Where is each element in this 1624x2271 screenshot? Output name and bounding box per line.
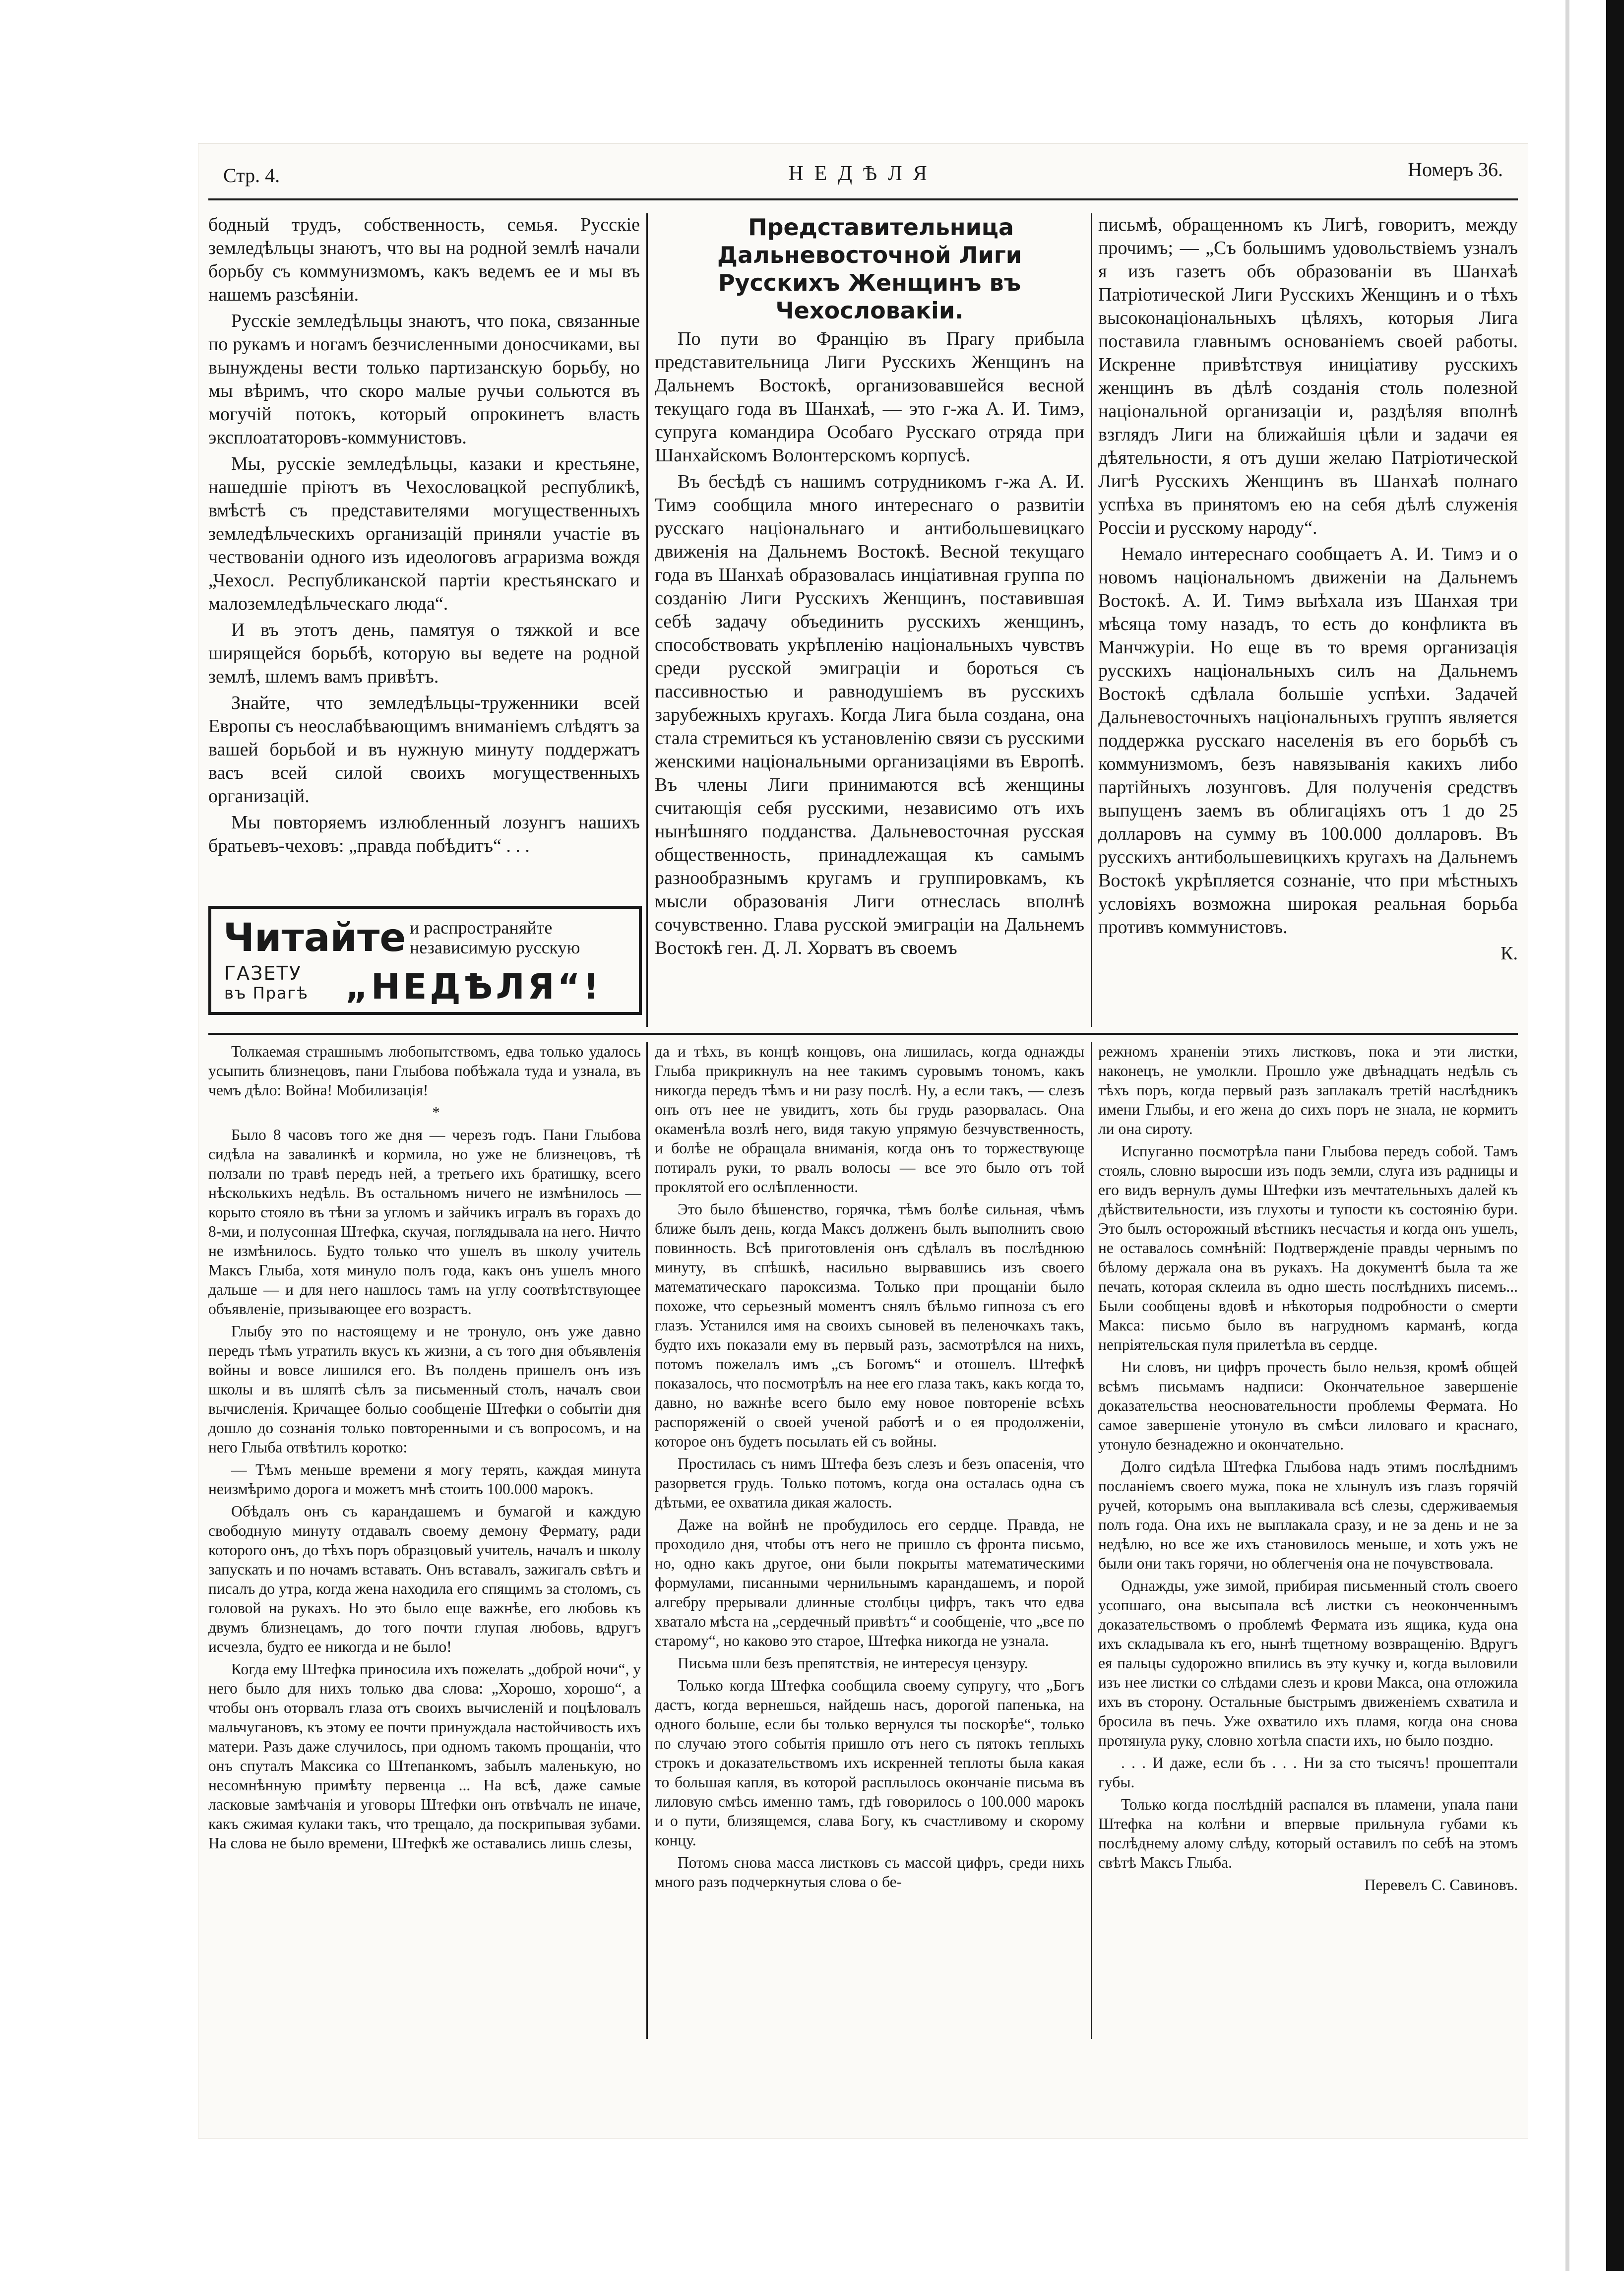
page-number: Стр. 4. bbox=[223, 164, 280, 187]
paragraph: да и тѣхъ, въ концѣ концовъ, она лишилась, когда однажды Глыба прикрикнулъ на нее такимъ суровымъ тономъ, какъ никогда передъ тѣмъ и ни разу послѣ. Ну, а если такъ, — слезъ онъ отъ нее не увидитъ, хоть бы грудь разорвалась. Она окаменѣла возлѣ него, видя такую упрямую безчувственность, и болѣе не обращала вниманія, когда онъ то торжествующе потиралъ руки, то рвалъ волосы — все это было отъ той проклятой его ослѣпленности. bbox=[655, 1043, 1084, 1196]
paragraph: Знайте, что земледѣльцы-труженники всей Европы съ неослабѣвающимъ вниманіемъ слѣдятъ за вашей борьбой и въ нужную минуту поддержатъ васъ всей силой своихъ могущественныхъ организацій. bbox=[208, 693, 640, 807]
section-rule bbox=[208, 1033, 1518, 1035]
paragraph: По пути во Францію въ Прагу прибыла представительница Лиги Русскихъ Женщинъ на Дальнемъ Востокѣ, организовавшейся весной текущаго года въ Шанхаѣ, — это г-жа А. И. Тимэ, супруга командира Особаго Русскаго отряда при Шанхайскомъ Волонтерскомъ корпусѣ. bbox=[655, 328, 1084, 466]
column-divider bbox=[1091, 213, 1092, 1027]
column-divider bbox=[646, 1042, 648, 2039]
bottom-middle-column bbox=[655, 1042, 1084, 2039]
paragraph: Когда ему Штефка приносила ихъ пожелать „доброй ночи“, у него было для нихъ только два слова: „Хорошо, хорошо“, а чтобы онъ оторвалъ глаза отъ своихъ вычисленій и поцѣловалъ мальчугановъ, къ этому ее почти принуждала настойчивость ихъ матери. Разъ даже случилось, при одномъ такомъ прощаніи, что онъ спуталъ Максика со Штепанкомъ, забылъ маленькую, но несомнѣнную примѣту первенца ... На всѣ, даже самые ласковые замѣчанія и уговоры Штефки онъ отвѣчалъ не иначе, какъ сжимая кулаки такъ, что трещало, да поскрипывая зубами. На слова не было времени, Штефкѣ же оставались лишь слезы, bbox=[208, 1660, 641, 1852]
header-rule bbox=[208, 198, 1518, 200]
paragraph: Простилась съ нимъ Штефа безъ слезъ и безъ опасенія, что разорвется грудь. Только потомъ, когда она осталась одна съ дѣтьми, ее охватила дикая жалость. bbox=[655, 1455, 1084, 1511]
paragraph: Обѣдалъ онъ съ карандашемъ и бумагой и каждую свободную минуту отдавалъ своему демону Фермату, ради которого онъ, до тѣхъ поръ образцовый учитель, началъ и школу запускать и по ночамъ вставать. Онъ вставалъ, зажигалъ свѣтъ и писалъ до утра, когда жена находила его спящимъ за столомъ, съ головой на рукахъ. Но это было еще важнѣе, его любовь къ двумъ близнецамъ, до того почти глупая любовь, вдругъ исчезла, будто ее никогда и не было! bbox=[208, 1503, 641, 1655]
bottom-left-column bbox=[208, 1042, 641, 2039]
paragraph: . . . И даже, если бъ . . . Ни за сто тысячъ! прошептали губы. bbox=[1098, 1754, 1518, 1791]
article-title: Представительница Дальневосточной Лиги Русскихъ Женщинъ въ Чехословакіи. bbox=[717, 214, 1022, 324]
paragraph: Даже на войнѣ не пробудилось его сердце. Правда, не проходило дня, чтобы отъ него не пришло съ фронта письмо, но, одно какъ другое, они были покрыты математическими формулами, писанными чернильнымъ карандашемъ, и порой алгебру прерывали длинные столбцы цифръ, такъ что едва хватало мѣста на „сердечный привѣтъ“ и сообщеніе, что „все по старому“, но каково это старое, Штефка никогда не узнала. bbox=[655, 1516, 1084, 1649]
advert-line: независимую русскую bbox=[410, 938, 580, 957]
paragraph: бодный трудъ, собственность, семья. Русскіе земледѣльцы знаютъ, что вы на родной землѣ начали борьбу съ коммунизмомъ, какъ ведемъ ее и мы въ нашемъ разсѣяніи. bbox=[208, 214, 640, 305]
advert-text bbox=[410, 918, 580, 957]
newspaper-advert bbox=[208, 906, 642, 1015]
top-left-column bbox=[208, 213, 640, 893]
paragraph: Только когда послѣдній распался въ пламени, упала пани Штефка на колѣни и впервые прильнула губами къ послѣднему алому слѣду, который оставилъ по себѣ на этомъ свѣтѣ Максъ Глыба. bbox=[1098, 1796, 1518, 1871]
newspaper-title: НЕДѢЛЯ bbox=[788, 162, 938, 185]
paragraph: Испуганно посмотрѣла пани Глыбова передъ собой. Тамъ стояль, словно выросши изъ подъ земли, слуга изъ радницы и его видъ вернулъ думы Штефки изъ мечтательныхъ далей къ дѣйствительности, изъ глухоты и тупости къ состоянію бури. Это былъ осторожный вѣстникъ несчастья и когда онъ ушелъ, не оставалось сомнѣній: Подтвержденіе правды чернымъ по бѣлому держала она въ рукахъ. На документѣ была та же печать, которая склеила въ одно шесть послѣднихъ писемъ... Были сообщены вдовѣ и нѣкоторыя подробности о смерти Макса: письмо было въ нагрудномъ карманѣ, когда непріятельская пуля прилетѣла въ сердце. bbox=[1098, 1142, 1518, 1353]
paragraph: — Тѣмъ меньше времени я могу терять, каждая минута неизмѣримо дорога и можетъ мнѣ стоить 100.000 марокъ. bbox=[208, 1461, 641, 1498]
paragraph: Ни словъ, ни цифръ прочесть было нельзя, кромѣ общей всѣмъ письмамъ надписи: Окончательное завершеніе доказательства неосновательности проблемы Фермата. Но самое завершеніе утонуло въ смѣси лиловаго и краснаго, утонуло безнадежно и окончательно. bbox=[1098, 1358, 1518, 1453]
paragraph: режномъ храненіи этихъ листковъ, пока и эти листки, наконецъ, не умолкли. Прошло уже двѣнадцать недѣль съ тѣхъ поръ, когда первый разъ заплакалъ третій наслѣдникъ имени Глыбы, и его жена до сихъ поръ не знала, не кормитъ ли она сироту. bbox=[1098, 1043, 1518, 1137]
author-signature: К. bbox=[1500, 943, 1518, 964]
paragraph: Это было бѣшенство, горячка, тѣмъ болѣе сильная, чѣмъ ближе былъ день, когда Максъ долженъ былъ выполнить свою повинность. Всѣ приготовленія онъ сдѣлалъ въ послѣднюю минуту, въ спѣшкѣ, насильно вырвавшись изъ своего математическаго пароксизма. Только при прощаніи было похоже, что серьезный моментъ снялъ бѣльмо гипноза съ его глазъ. Устанился имя на своихъ сыновей въ пеленочкахъ такъ, будто ихъ показали ему въ первый разъ, засмотрѣлся на нихъ, потомъ пожелалъ имъ „съ Богомъ“ и отошелъ. Штефкѣ показалось, что посмотрѣлъ на нее его глаза такъ, какъ когда то, давно, но важнѣе всего было ему новое повтореніе всѣхъ распоряженій о своей ученой работѣ и о ея продолженіи, которое онъ будетъ посылать ей съ войны. bbox=[655, 1200, 1084, 1450]
top-right-column bbox=[1098, 213, 1518, 1027]
paragraph: Потомъ снова масса листковъ съ массой цифръ, среди нихъ много разъ подчеркнутыя слова о бе- bbox=[655, 1854, 1084, 1891]
section-star: * bbox=[432, 1104, 440, 1121]
paragraph: Было 8 часовъ того же дня — черезъ годъ. Пани Глыбова сидѣла на завалинкѣ и кормила, но уже не близнецовъ, тѣ ползали по травѣ передъ ней, а третьего ихъ братишку, всего нѣсколькихъ недѣль. Въ остальномъ ничего не измѣнилось — корыто стояло въ тѣни за угломъ и зайчикъ игралъ въ горахъ до 8-ми, и полусонная Штефка, скучая, поглядывала на него. Ничто не измѣнилось. Будто только что ушелъ въ школу учитель Максъ Глыба, хотя минуло полъ года, какъ онъ ушелъ много дальше — и для него нашлось тамъ на углу соотвѣтствующее объявленіе, призывающее его возрастъ. bbox=[208, 1126, 641, 1318]
paragraph: Глыбу это по настоящему и не тронуло, онъ уже давно передъ тѣмъ утратилъ вкусъ къ жизни, а съ того дня объявленія войны и вовсе лишился его. Въ полдень пришелъ онъ изъ школы и въ шляпѣ сѣлъ за письменный столъ, началъ свои вычисленія. Кричащее болью сообщеніе Штефки о событіи дня дошло до сознанія только повторенными и съ вопросомъ, и на него Глыба отвѣтилъ коротко: bbox=[208, 1323, 641, 1456]
paragraph: Въ бесѣдѣ съ нашимъ сотрудникомъ г-жа А. И. Тимэ сообщила много интереснаго о развитіи русскаго національнаго и антибольшевицкаго движенія на Дальнемъ Востокѣ. Весной текущаго года въ Шанхаѣ образовалась инціативная группа по созданію Лиги Русскихъ Женщинъ, поставившая себѣ задачу объединить русскихъ женщинъ, способствовать укрѣпленію національныхъ чувствъ среди русской эмиграціи и бороться съ пассивностью и равнодушіемъ въ русскихъ зарубежныхъ кругахъ. Когда Лига была создана, она стала стремиться къ установленію связи съ русскими женскими національными организаціями въ Европѣ. Въ члены Лиги принимаются всѣ женщины считающія себя русскими, независимо отъ ихъ нынѣшняго подданства. Дальневосточная русская общественность, принадлежащая къ самымъ разнообразнымъ кругамъ и группировкамъ, къ мысли образованія Лиги отнеслась вполнѣ сочувственно. Глава русской эмиграціи на Дальнемъ Востокѣ ген. Д. Л. Хорватъ въ своемъ bbox=[655, 471, 1084, 958]
translator-credit: Перевелъ С. Савиновъ. bbox=[1364, 1876, 1518, 1893]
bottom-right-column bbox=[1098, 1042, 1518, 2039]
paragraph: Немало интереснаго сообщаетъ А. И. Тимэ и о новомъ національномъ движеніи на Дальнемъ Востокѣ. А. И. Тимэ выѣхала изъ Шанхая три мѣсяца тому назадъ, то есть до конфликта въ Манчжуріи. Но еще въ то время организація русскихъ національныхъ силъ на Дальнемъ Востокѣ сдѣлала большіе успѣхи. Задачей Дальневосточныхъ національныхъ группъ является поддержка русскаго населенія въ его борьбѣ съ коммунизмомъ, безъ навязыванія какихъ либо партійныхъ лозунговъ. Для полученія средствъ выпущенъ заемъ въ облигаціяхъ отъ 1 до 25 долларовъ на сумму въ 100.000 долларовъ. Въ русскихъ антибольшевицкихъ кругахъ на Дальнемъ Востокѣ укрѣпляется сознаніе, что при мѣстныхъ условіяхъ возможна широкая реальная борьба противъ коммунистовъ. bbox=[1098, 544, 1518, 938]
paragraph: Только когда Штефка сообщила своему супругу, что „Богъ дастъ, когда вернешься, найдешь насъ, дорогой папенька, на одного больше, если бы только вернулся ты поскорѣе“, только по случаю этого событія пришло отъ него съ пятокъ теплыхъ строкъ и доказательствомъ ихъ искренней теплоты была какая то большая капля, въ которой расплылось окончаніе письма въ лиловую смѣсь именно тамъ, гдѣ говорилось о 100.000 марокъ и о пути, близящемся, слава Богу, къ счастливому и скорому концу. bbox=[655, 1677, 1084, 1849]
paragraph: Долго сидѣла Штефка Глыбова надъ этимъ послѣднимъ посланіемъ своего мужа, пока не хлынулъ изъ глазъ горячій ручей, которымъ она выплакивала всѣ слезы, сдерживаемыя полъ года. Она ихъ не выплакала сразу, и не за день и не за недѣлю, но все же ихъ становилось меньше, и хоть ужъ не были они такъ горячи, но облегченія она не почувствовала. bbox=[1098, 1458, 1518, 1572]
scan-edge-line bbox=[1565, 0, 1569, 2271]
paragraph: Однажды, уже зимой, прибирая письменный столъ своего усопшаго, она высыпала всѣ листки съ неоконченнымъ доказательствомъ о проблемѣ Фермата изъ ящика, куда она ихъ складывала къ его, нынѣ тщетному возвращенію. Вдругъ ея пальцы судорожно впились въ эту кучку и, когда выловили изъ нее листки со слѣдами слезъ и крови Макса, она отложила ихъ въ сторону. Остальные быстрымъ движеніемъ схватила и бросила въ печь. Уже охватило ихъ пламя, когда она снова протянула руку, словно хотѣла спасти ихъ, но было поздно. bbox=[1098, 1577, 1518, 1749]
paragraph: письмѣ, обращенномъ къ Лигѣ, говоритъ, между прочимъ; — „Съ большимъ удовольствіемъ узналъ я изъ газетъ объ образованіи въ Шанхаѣ Патріотической Лиги Русскихъ Женщинъ и о тѣхъ высоконаціональныхъ цѣляхъ, которыя Лига поставила главнымъ основаніемъ своей работы. Искренне привѣтствуя иниціативу русскихъ женщинъ въ дѣлѣ созданія столь полезной національной организаціи и, раздѣляя вполнѣ взглядъ Лиги на ближайшія цѣли и задачи ея дѣятельности, я отъ души желаю Патріотической Лигѣ Русскихъ Женщинъ въ Шанхаѣ полнаго успѣха въ принятомъ ею на себя дѣлѣ служенія Россіи и русскому народу“. bbox=[1098, 214, 1518, 538]
advert-line: ГАЗЕТУ bbox=[224, 962, 302, 984]
scan-dark-edge bbox=[1606, 0, 1624, 2271]
advert-line: въ Прагѣ bbox=[224, 984, 309, 1003]
advert-text-left bbox=[224, 963, 309, 1003]
paragraph: И въ этотъ день, памятуя о тяжкой и все ширящейся борьбѣ, которую вы ведете на родной землѣ, шлемъ вамъ привѣтъ. bbox=[208, 620, 640, 687]
paragraph: Письма шли безъ препятствія, не интересуя цензуру. bbox=[678, 1654, 1028, 1672]
advert-read-word: Читайте bbox=[223, 916, 406, 960]
column-divider bbox=[646, 213, 648, 1027]
top-middle-column bbox=[655, 213, 1084, 1027]
issue-number: Номеръ 36. bbox=[1408, 158, 1503, 181]
page-header bbox=[208, 154, 1518, 187]
column-divider bbox=[1091, 1042, 1092, 2039]
intro-paragraph: Толкаемая страшнымъ любопытствомъ, едва только удалось усыпить близнецовъ, пани Глыбова побѣжала туда и узнала, въ чемъ дѣло: Война! Мобилизація! bbox=[208, 1043, 641, 1099]
paragraph: Русскіе земледѣльцы знаютъ, что пока, связанные по рукамъ и ногамъ безчисленными доносчиками, вы вынуждены вести только партизанскую борьбу, но мы вѣримъ, что скоро малые ручьи сольются въ могучій потокъ, который опрокинетъ власть эксплоататоровъ-коммунистовъ. bbox=[208, 311, 640, 448]
paragraph: Мы, русскіе земледѣльцы, казаки и крестьяне, нашедшіе пріютъ въ Чехословацкой республикѣ, вмѣстѣ съ представителями могущественныхъ земледѣльческихъ организацій приняли участіе въ чествованіи одного изъ идеологовъ аграризма вождя „Чехосл. Республиканской партіи крестьянскаго и малоземледѣльческаго люда“. bbox=[208, 453, 640, 614]
advert-paper-name: „НЕДѢЛЯ“! bbox=[345, 966, 602, 1007]
advert-line: и распространяйте bbox=[410, 918, 553, 938]
paragraph: Мы повторяемъ излюбленный лозунгъ нашихъ братьевъ-чеховъ: „правда побѣдитъ“ . . . bbox=[208, 812, 640, 856]
